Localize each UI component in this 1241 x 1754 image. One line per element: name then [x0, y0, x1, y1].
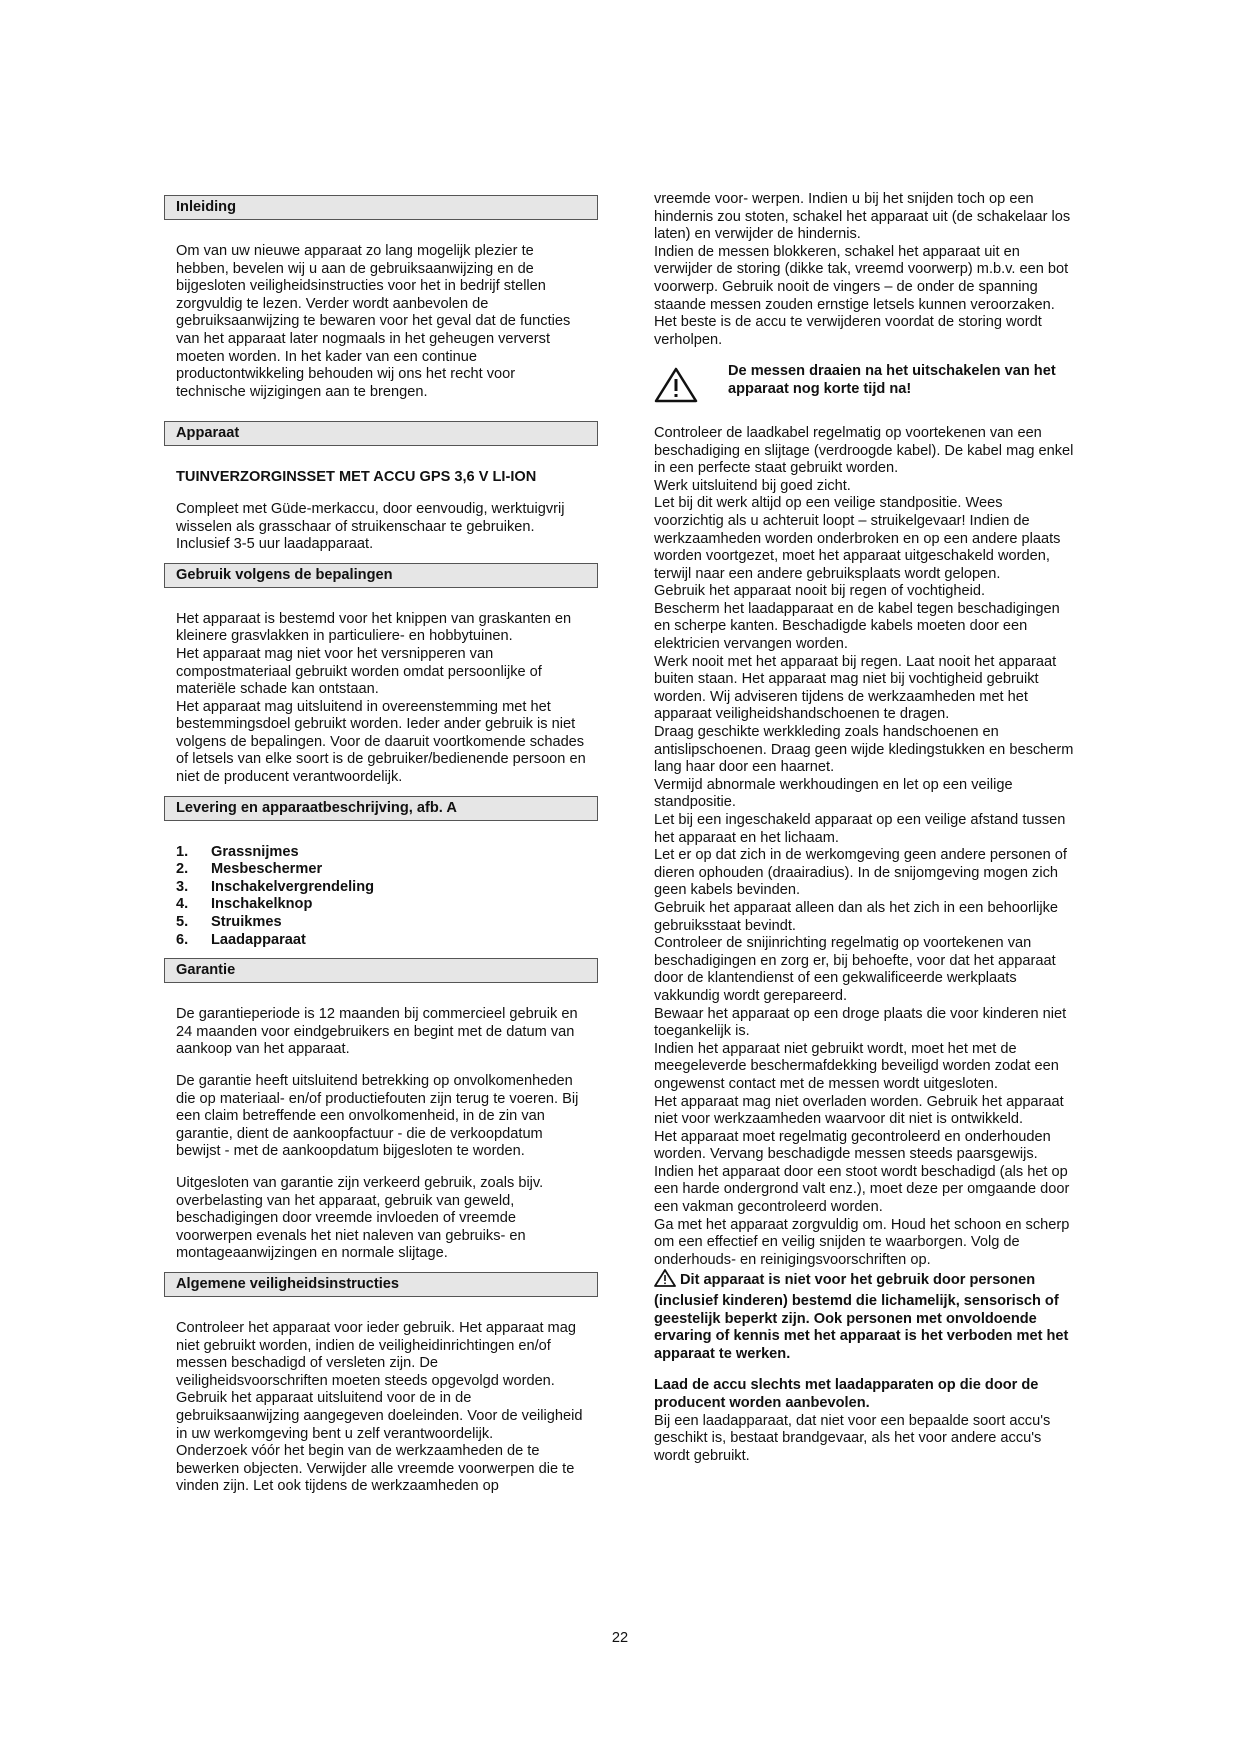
safety-line: Let er op dat zich in de werkomgeving geen andere personen of dieren ophouden (draairadius). In de snijomgeving mogen zich geen kabels bevinden.: [654, 847, 1067, 899]
safety-line: Let bij dit werk altijd op een veilige standpositie. Wees voorzichtig als u achteruit loopt – struikelgevaar! Indien de werkzaamheden worden onderbroken en op een andere plaats worden voortgezet, moet het apparaat uitgeschakeld worden, terwijl naar een andere gebruiksplaats wordt gelopen.: [654, 495, 1061, 582]
parts-list: [176, 844, 598, 950]
section-heading-veiligheid: Algemene veiligheidsinstructies: [164, 1272, 598, 1297]
safety-line: Controleer de laadkabel regelmatig op voortekenen van een beschadiging en slijtage (verdroogde kabel). De kabel mag enkel in een perfecte staat gebruikt worden.: [654, 424, 1074, 477]
list-item: 6. Laadapparaat: [176, 931, 306, 948]
apparaat-text: Compleet met Güde-merkaccu, door eenvoudig, werktuigvrij wisselen als grasschaar of struikenschaar te gebruiken. Inclusief 3-5 uur laadapparaat.: [176, 500, 565, 553]
section-heading-apparaat: Apparaat: [164, 421, 598, 446]
list-item: 4. Inschakelknop: [176, 896, 313, 913]
safety-line: Let bij een ingeschakeld apparaat op een veilige afstand tussen het apparaat en het lichaam.: [654, 812, 1066, 846]
list-item: 1. Grassnijmes: [176, 843, 299, 860]
product-title: TUINVERZORGINSSET MET ACCU GPS 3,6 V LI-ION: [176, 469, 537, 486]
page-number: 22: [611, 1630, 629, 1646]
right-column: [654, 191, 1074, 1465]
gebruik-paragraph-1: Het apparaat is bestemd voor het knippen van graskanten en kleinere grasvlakken in particuliere- en hobbytuinen.: [176, 610, 572, 645]
garantie-paragraph-3: Uitgesloten van garantie zijn verkeerd gebruik, zoals bijv. overbelasting van het apparaat, gebruik van geweld, beschadigingen door vreemde invloeden of vreemde voorwerpen evenals het niet naleven van gebruiks- en montageaanwijzingen en normale slijtage.: [176, 1174, 544, 1262]
gebruik-paragraph-2: Het apparaat mag niet voor het versnipperen van compostmateriaal gebruikt worden omdat persoonlijke of materiële schade kan ontstaan.: [176, 645, 542, 698]
inleiding-text: Om van uw nieuwe apparaat zo lang mogelijk plezier te hebben, bevelen wij u aan de gebruiksaanwijzing en de bijgesloten veiligheidsinstructies voor het in bedrijf stellen zorgvuldig te lezen. Verder wordt aanbevolen de gebruiksaanwijzing te bewaren voor het geval dat de functies van het apparaat later nogmaals in het geheugen ververst moeten worden. In het kader van een continue productontwikkeling behouden wij ons het recht voor technische wijzigingen aan te brengen.: [176, 243, 571, 400]
safety-line: Bescherm het laadapparaat en de kabel tegen beschadigingen en scherpe kanten. Beschadigde kabels moeten door een elektricien vervangen worden.: [654, 600, 1060, 653]
safety-line: Gebruik het apparaat nooit bij regen of vochtigheid.: [654, 583, 986, 600]
safety-line: Indien het apparaat niet gebruikt wordt, moet het met de meegeleverde beschermafdekking beveiligd worden zodat een ongewenst contact met de messen wordt uitgesloten.: [654, 1040, 1059, 1092]
blocked-blades-paragraph: Indien de messen blokkeren, schakel het apparaat uit en verwijder de storing (dikke tak, vreemd voorwerp) m.b.v. een bot voorwerp. Gebruik nooit de vingers – de onder de spanning staande messen zouden ernstige letsels kunnen veroorzaken. Het beste is de accu te verwijderen voordat de storing wordt verholpen.: [654, 243, 1069, 348]
safety-line: Het apparaat mag niet overladen worden. Gebruik het apparaat niet voor werkzaamheden waarvoor dit niet is ontwikkeld.: [654, 1093, 1064, 1128]
warning-text-blades: De messen draaien na het uitschakelen van het apparaat nog korte tijd na!: [728, 363, 1056, 397]
safety-line: Bewaar het apparaat op een droge plaats die voor kinderen niet toegankelijk is.: [654, 1005, 1067, 1040]
veiligheid-paragraph-3: Onderzoek vóór het begin van de werkzaamheden de te bewerken objecten. Verwijder alle vreemde voorwerpen die te vinden zijn. Let ook tijdens de werkzaamheden op: [176, 1443, 575, 1495]
warning-text-persons: Dit apparaat is niet voor het gebruik door personen (inclusief kinderen) bestemd die lichamelijk, sensorisch of geestelijk beperkt zijn. Ook personen met onvoldoende ervaring of kennis met het apparaat is het verboden met het apparaat te werken.: [654, 1272, 1069, 1362]
continued-paragraph: vreemde voor- werpen. Indien u bij het snijden toch op een hindernis zou stoten, schakel het apparaat uit (de schakelaar los laten) en verwijder de hindernis.: [654, 191, 1071, 243]
safety-line: Ga met het apparaat zorgvuldig om. Houd het schoon en scherp om een effectief en veilig snijden te waarborgen. Volg de onderhouds- en reinigingsvoorschriften op.: [654, 1216, 1070, 1268]
warning-persons: [654, 1269, 1074, 1363]
section-heading-gebruik: Gebruik volgens de bepalingen: [164, 563, 598, 588]
warning-triangle-icon: [654, 363, 728, 409]
veiligheid-paragraph-1: Controleer het apparaat voor ieder gebruik. Het apparaat mag niet gebruikt worden, indien de veiligheidinrichtingen en/of messen beschadigd of versleten zijn. De veiligheidsvoorschriften moeten steeds opgevolgd worden.: [176, 1319, 576, 1389]
garantie-paragraph-1: De garantieperiode is 12 maanden bij commercieel gebruik en 24 maanden voor eindgebruikers en begint met de datum van aankoop van het apparaat.: [176, 1006, 578, 1058]
warning-blades-coast: [654, 363, 1074, 409]
safety-line: Vermijd abnormale werkhoudingen en let op een veilige standpositie.: [654, 776, 1013, 811]
garantie-paragraph-2: De garantie heeft uitsluitend betrekking op onvolkomenheden die op materiaal- en/of productiefouten zijn terug te voeren. Bij een claim betreffende een onvolkomenheid, in de zin van garantie, dient de aankoopfactuur - die de verkoopdatum bewijst - met de aankoopdatum bijgesloten te worden.: [176, 1073, 579, 1160]
list-item: 5. Struikmes: [176, 914, 282, 931]
veiligheid-paragraph-2: Gebruik het apparaat uitsluitend voor de in de gebruiksaanwijzing aangegeven doeleinden. Voor de veiligheid in uw werkomgeving bent u zelf verantwoordelijk.: [176, 1390, 583, 1442]
safety-line: Het apparaat moet regelmatig gecontroleerd en onderhouden worden. Vervang beschadigde messen steeds paarsgewijs. Indien het apparaat door een stoot wordt beschadigd (als het op een harde ondergrond valt enz.), moet deze per omgaande door een vakman gecontroleerd worden.: [654, 1128, 1070, 1216]
warning-triangle-icon: [654, 1269, 676, 1293]
safety-line: Werk uitsluitend bij goed zicht.: [654, 477, 851, 494]
left-column: [164, 195, 598, 1496]
charging-warning-text: Bij een laadapparaat, dat niet voor een bepaalde soort accu's geschikt is, bestaat brandgevaar, als het voor andere accu's wordt gebruikt.: [654, 1412, 1051, 1464]
list-item: 2. Mesbeschermer: [176, 861, 323, 878]
list-item: 3. Inschakelvergrendeling: [176, 878, 375, 895]
section-heading-inleiding: Inleiding: [164, 195, 598, 220]
safety-line: Werk nooit met het apparaat bij regen. Laat nooit het apparaat buiten staan. Het apparaat mag niet bij vochtigheid gebruikt worden. Wij adviseren tijdens de werkzaamheden met het apparaat veiligheidshandschoenen te dragen.: [654, 653, 1057, 723]
safety-line: Gebruik het apparaat alleen dan als het zich in een behoorlijke gebruiksstaat bevindt.: [654, 899, 1059, 934]
gebruik-paragraph-3: Het apparaat mag uitsluitend in overeenstemming met het bestemmingsdoel gebruikt worden. Ieder ander gebruik is niet volgens de bepalingen. Voor de daaruit voortkomende schades of letsels van elke soort is de gebruiker/bedienende persoon en niet de producent verantwoordelijk.: [176, 698, 586, 786]
charging-warning-bold: Laad de accu slechts met laadapparaten op die door de producent worden aanbevolen.: [654, 1377, 1039, 1411]
section-heading-levering: Levering en apparaatbeschrijving, afb. A: [164, 796, 598, 821]
safety-line: Draag geschikte werkkleding zoals handschoenen en antislipschoenen. Draag geen wijde kledingstukken en bescherm lang haar door een haarnet.: [654, 724, 1074, 776]
section-heading-garantie: Garantie: [164, 958, 598, 983]
safety-line: Controleer de snijinrichting regelmatig op voortekenen van beschadigingen en zorg er, bij behoefte, voor dat het apparaat door de klantendienst of een gekwalificeerde werkplaats vakkundig wordt gerepareerd.: [654, 935, 1056, 1004]
